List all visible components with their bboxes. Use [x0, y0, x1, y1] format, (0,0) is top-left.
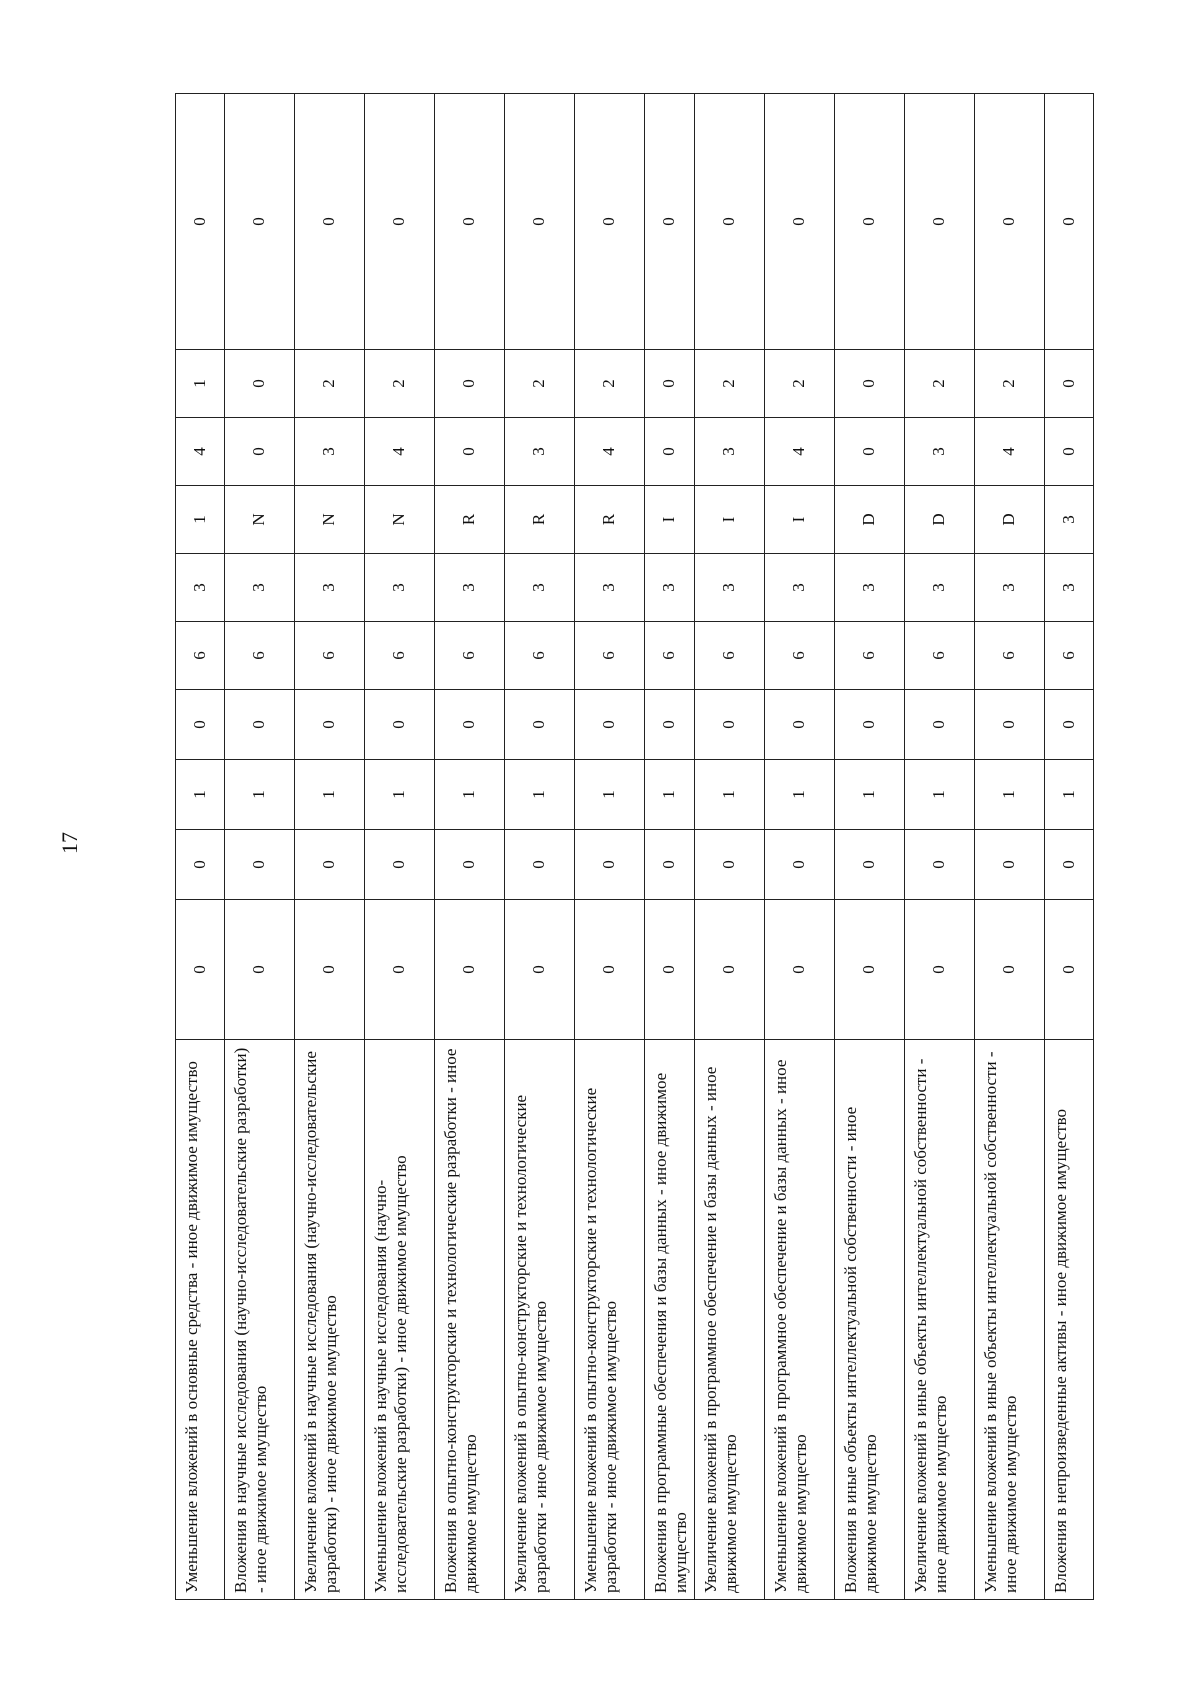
code-cell: 3: [694, 554, 764, 622]
code-cell: 0: [1044, 830, 1093, 900]
row-name-cell: Увеличение вложений в программное обеспечение и базы данных - иное движимое имущество: [694, 1040, 764, 1600]
code-cell: 0: [645, 418, 695, 486]
row-name-cell: Вложения в иные объекты интеллектуальной собственности - иное движимое имущество: [834, 1040, 904, 1600]
code-cell: 0: [974, 900, 1044, 1040]
code-cell: 0: [645, 830, 695, 900]
code-cell: 0: [834, 350, 904, 418]
code-cell: 1: [834, 760, 904, 830]
code-cell: 3: [295, 418, 365, 486]
code-cell: 0: [295, 94, 365, 350]
code-cell: 6: [764, 622, 834, 690]
code-cell: 0: [225, 418, 295, 486]
code-cell: 0: [904, 830, 974, 900]
code-cell: 2: [575, 350, 645, 418]
code-cell: 2: [974, 350, 1044, 418]
code-cell: 0: [575, 900, 645, 1040]
code-cell: 0: [225, 830, 295, 900]
row-name-cell: Увеличение вложений в опытно-конструкторские и технологические разработки - иное движимое имущество: [505, 1040, 575, 1600]
code-cell: D: [834, 486, 904, 554]
code-cell: 0: [225, 350, 295, 418]
code-cell: 0: [834, 418, 904, 486]
code-cell: 6: [834, 622, 904, 690]
code-cell: 0: [575, 830, 645, 900]
code-cell: 2: [904, 350, 974, 418]
row-name-cell: Уменьшение вложений в опытно-конструкторские и технологические разработки - иное движимое имущество: [575, 1040, 645, 1600]
code-cell: 0: [974, 690, 1044, 760]
table-row: [1044, 94, 1093, 1600]
code-cell: 2: [764, 350, 834, 418]
code-cell: 6: [365, 622, 435, 690]
code-cell: 1: [225, 760, 295, 830]
code-cell: 3: [694, 418, 764, 486]
code-cell: 1: [575, 760, 645, 830]
code-cell: 3: [1044, 486, 1093, 554]
code-cell: I: [645, 486, 695, 554]
code-cell: 3: [575, 554, 645, 622]
code-cell: 0: [575, 690, 645, 760]
code-cell: 0: [176, 830, 225, 900]
table-row: [505, 94, 575, 1600]
code-cell: 3: [764, 554, 834, 622]
code-cell: 6: [904, 622, 974, 690]
code-cell: I: [764, 486, 834, 554]
code-cell: N: [295, 486, 365, 554]
code-cell: 6: [505, 622, 575, 690]
code-cell: 6: [176, 622, 225, 690]
page-number: 17: [57, 832, 82, 854]
code-cell: 1: [176, 486, 225, 554]
code-cell: 0: [435, 350, 505, 418]
code-cell: N: [365, 486, 435, 554]
code-cell: 1: [904, 760, 974, 830]
code-cell: 1: [176, 350, 225, 418]
row-name-cell: Увеличение вложений в научные исследования (научно-исследовательские разработки) - иное движимое имущество: [295, 1040, 365, 1600]
table-row: [694, 94, 764, 1600]
code-cell: 0: [295, 830, 365, 900]
code-cell: 0: [694, 830, 764, 900]
table-row: [435, 94, 505, 1600]
code-cell: 1: [694, 760, 764, 830]
code-cell: 1: [764, 760, 834, 830]
code-cell: 6: [435, 622, 505, 690]
code-cell: 0: [505, 94, 575, 350]
code-cell: D: [974, 486, 1044, 554]
code-cell: 6: [575, 622, 645, 690]
code-cell: 0: [694, 94, 764, 350]
code-cell: 0: [645, 94, 695, 350]
code-cell: 1: [1044, 760, 1093, 830]
code-cell: 0: [764, 94, 834, 350]
code-cell: 2: [365, 350, 435, 418]
table-row: [575, 94, 645, 1600]
code-cell: 0: [834, 94, 904, 350]
row-name-cell: Увеличение вложений в иные объекты интеллектуальной собственности - иное движимое имущество: [904, 1040, 974, 1600]
code-cell: 6: [1044, 622, 1093, 690]
code-cell: 0: [764, 900, 834, 1040]
code-cell: 0: [176, 690, 225, 760]
code-cell: 3: [225, 554, 295, 622]
row-name-cell: Вложения в опытно-конструкторские и технологические разработки - иное движимое имущество: [435, 1040, 505, 1600]
code-cell: 3: [295, 554, 365, 622]
code-cell: 0: [365, 900, 435, 1040]
code-cell: 6: [645, 622, 695, 690]
table-row: [974, 94, 1044, 1600]
code-cell: 3: [1044, 554, 1093, 622]
code-cell: 0: [365, 94, 435, 350]
table-body: [176, 94, 1094, 1600]
row-name-cell: Вложения в научные исследования (научно-исследовательские разработки) - иное движимое имущество: [225, 1040, 295, 1600]
code-cell: 0: [1044, 350, 1093, 418]
code-cell: 0: [225, 94, 295, 350]
code-cell: 0: [1044, 690, 1093, 760]
code-cell: 3: [645, 554, 695, 622]
table-row: [764, 94, 834, 1600]
code-cell: 0: [1044, 94, 1093, 350]
code-cell: 0: [834, 900, 904, 1040]
code-cell: 1: [295, 760, 365, 830]
code-cell: 1: [365, 760, 435, 830]
code-cell: 6: [295, 622, 365, 690]
code-cell: 2: [694, 350, 764, 418]
row-name-cell: Уменьшение вложений в научные исследования (научно-исследовательские разработки) - иное движимое имущество: [365, 1040, 435, 1600]
code-cell: 0: [645, 690, 695, 760]
code-cell: 0: [225, 900, 295, 1040]
code-cell: 0: [764, 690, 834, 760]
row-name-cell: Уменьшение вложений в программное обеспечение и базы данных - иное движимое имущество: [764, 1040, 834, 1600]
code-cell: 0: [764, 830, 834, 900]
row-name-cell: Уменьшение вложений в иные объекты интеллектуальной собственности - иное движимое имущество: [974, 1040, 1044, 1600]
code-cell: 4: [176, 418, 225, 486]
code-cell: 0: [1044, 900, 1093, 1040]
table-row: [225, 94, 295, 1600]
code-cell: 0: [694, 690, 764, 760]
code-cell: 1: [505, 760, 575, 830]
code-cell: 3: [505, 418, 575, 486]
code-cell: 0: [435, 900, 505, 1040]
row-name-cell: Вложения в непроизведенные активы - иное движимое имущество: [1044, 1040, 1093, 1600]
code-cell: R: [575, 486, 645, 554]
code-cell: 1: [974, 760, 1044, 830]
code-cell: 0: [295, 690, 365, 760]
code-cell: 2: [505, 350, 575, 418]
code-cell: 3: [435, 554, 505, 622]
code-cell: 4: [575, 418, 645, 486]
code-cell: 0: [176, 94, 225, 350]
code-cell: 0: [435, 418, 505, 486]
code-cell: 0: [435, 830, 505, 900]
code-cell: R: [435, 486, 505, 554]
code-cell: 0: [974, 830, 1044, 900]
code-cell: 1: [435, 760, 505, 830]
code-cell: 0: [225, 690, 295, 760]
code-cell: R: [505, 486, 575, 554]
table-row: [365, 94, 435, 1600]
table-row: [176, 94, 225, 1600]
code-cell: 0: [176, 900, 225, 1040]
table-row: [904, 94, 974, 1600]
account-codes-table: [175, 93, 1094, 1600]
code-cell: 0: [505, 690, 575, 760]
code-cell: 3: [365, 554, 435, 622]
code-cell: 0: [645, 900, 695, 1040]
code-cell: 3: [904, 418, 974, 486]
code-cell: 4: [764, 418, 834, 486]
code-cell: 0: [435, 690, 505, 760]
code-cell: 3: [974, 554, 1044, 622]
code-cell: 0: [575, 94, 645, 350]
code-cell: 6: [974, 622, 1044, 690]
code-cell: 0: [505, 830, 575, 900]
code-cell: 1: [176, 760, 225, 830]
code-cell: 1: [645, 760, 695, 830]
code-cell: 6: [694, 622, 764, 690]
code-cell: 3: [176, 554, 225, 622]
code-cell: 3: [505, 554, 575, 622]
table-row: [834, 94, 904, 1600]
row-name-cell: Вложения в программные обеспечения и базы данных - иное движимое имущество: [645, 1040, 695, 1600]
code-cell: 6: [225, 622, 295, 690]
code-cell: 0: [295, 900, 365, 1040]
code-cell: 4: [974, 418, 1044, 486]
code-cell: 0: [834, 690, 904, 760]
code-cell: 0: [904, 94, 974, 350]
code-cell: 0: [365, 690, 435, 760]
code-cell: 2: [295, 350, 365, 418]
table-row: [645, 94, 695, 1600]
code-cell: 0: [834, 830, 904, 900]
code-cell: I: [694, 486, 764, 554]
code-cell: 0: [904, 900, 974, 1040]
code-cell: 4: [365, 418, 435, 486]
account-codes-table-wrapper: [175, 94, 1078, 1600]
code-cell: 0: [365, 830, 435, 900]
code-cell: D: [904, 486, 974, 554]
code-cell: 0: [694, 900, 764, 1040]
code-cell: 3: [834, 554, 904, 622]
code-cell: 0: [435, 94, 505, 350]
code-cell: 0: [505, 900, 575, 1040]
code-cell: 3: [904, 554, 974, 622]
code-cell: N: [225, 486, 295, 554]
code-cell: 0: [974, 94, 1044, 350]
code-cell: 0: [1044, 418, 1093, 486]
table-row: [295, 94, 365, 1600]
code-cell: 0: [645, 350, 695, 418]
row-name-cell: Уменьшение вложений в основные средства - иное движимое имущество: [176, 1040, 225, 1600]
code-cell: 0: [904, 690, 974, 760]
